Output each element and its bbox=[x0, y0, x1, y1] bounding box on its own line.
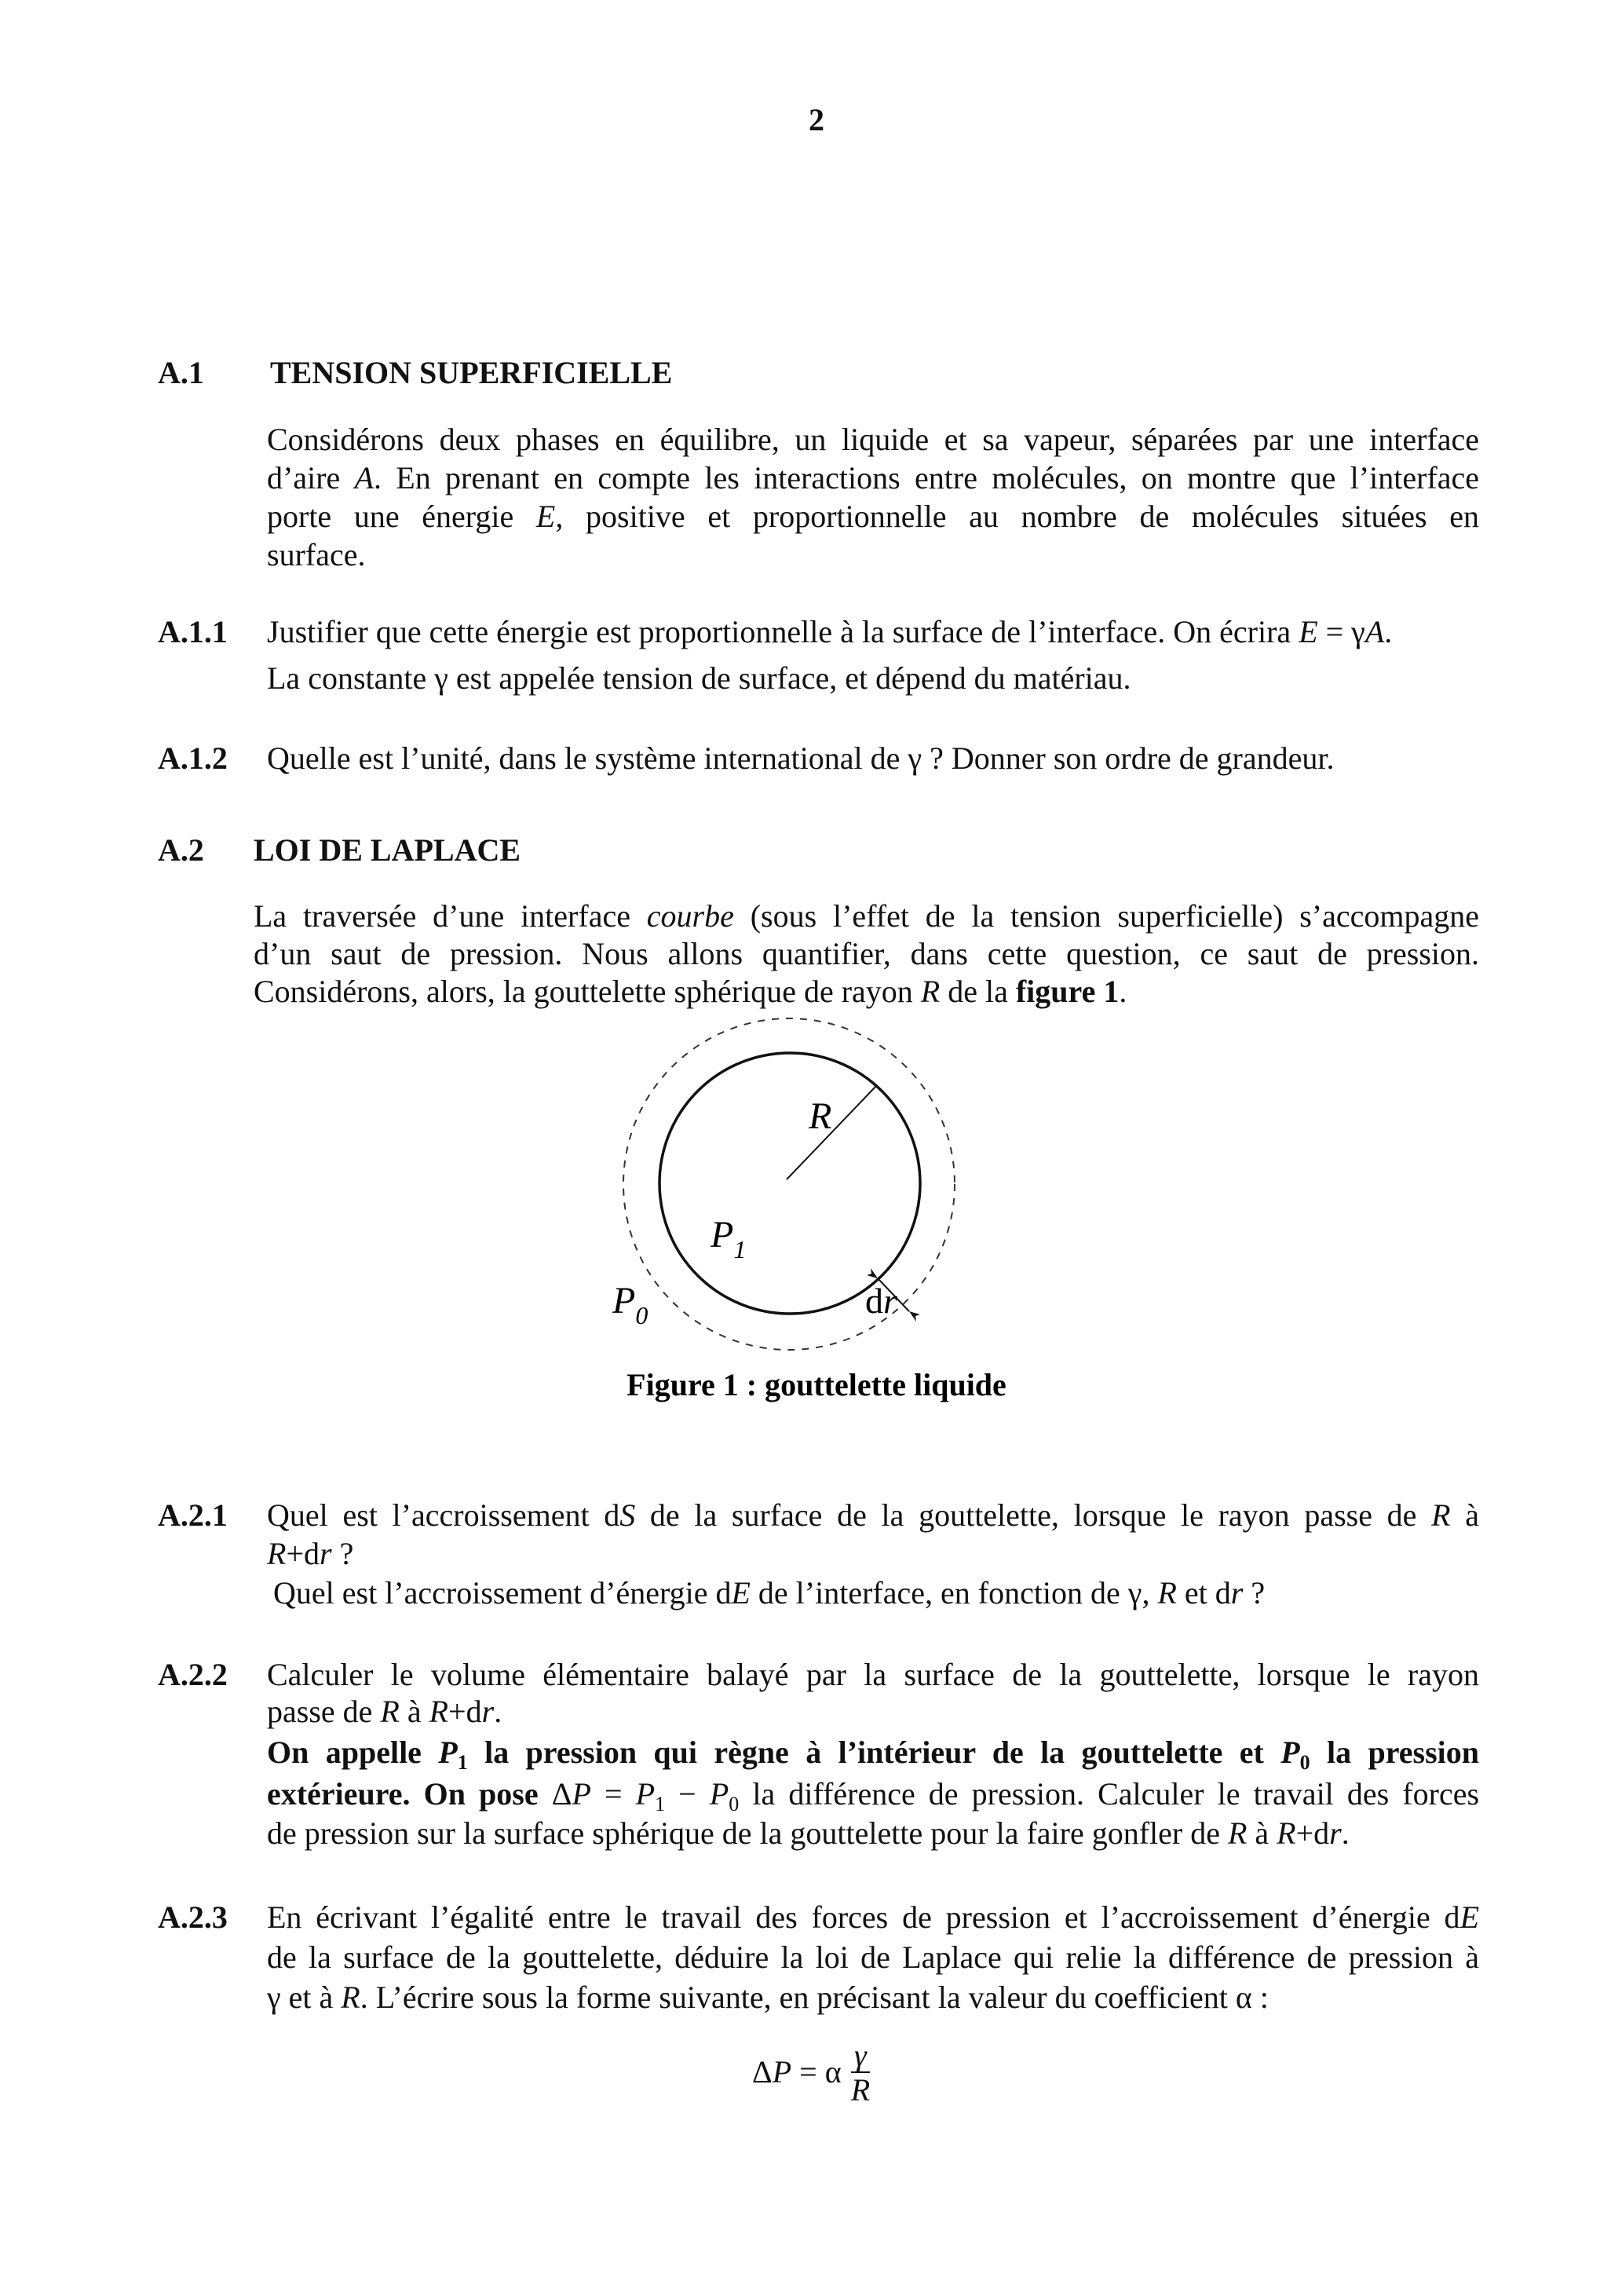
text-run: La constante γ est appelée tension de surface, et dépend du matériau. bbox=[267, 660, 1131, 696]
label-radius: R bbox=[809, 1095, 832, 1137]
text-run: γ et à bbox=[267, 1980, 342, 2015]
label-p1: $P_1$ bbox=[711, 1214, 747, 1263]
text-run: P bbox=[438, 1735, 458, 1770]
text-run: E bbox=[731, 1575, 751, 1610]
text-run: courbe bbox=[646, 898, 734, 934]
text-run: . L’écrire sous la forme suivante, en précisant la valeur du coefficient α : bbox=[360, 1980, 1269, 2015]
text-run: Quel est l’accroissement d bbox=[267, 1497, 620, 1533]
text-run: P bbox=[709, 1776, 729, 1812]
text-run: = bbox=[590, 1776, 636, 1812]
text-run: R bbox=[1157, 1575, 1177, 1610]
text-run: et d bbox=[1176, 1575, 1231, 1610]
dr-arrow-icon bbox=[867, 1268, 878, 1278]
laplace-formula bbox=[752, 2038, 871, 2109]
text-run: E bbox=[1459, 1899, 1479, 1935]
text-run: de pression sur la surface sphérique de la gouttelette pour la faire gonfler de bbox=[267, 1815, 1228, 1851]
question-label-a21: A.2.1 bbox=[158, 1497, 228, 1533]
text-run: En écrivant l’égalité entre le travail des forces de pression et l’accroissement d’énergie d bbox=[267, 1899, 1460, 1935]
text-run: R bbox=[920, 974, 941, 1009]
section-label-a2: A.2 bbox=[158, 832, 204, 868]
text-run: extérieure. On pose bbox=[267, 1776, 552, 1812]
question-line bbox=[267, 1733, 1479, 1771]
dr-arrow-icon bbox=[909, 1311, 920, 1322]
text-run: r bbox=[1230, 1575, 1244, 1610]
text-run: Considérons, alors, la gouttelette sphérique de rayon bbox=[254, 974, 921, 1009]
text-run: Calculer le volume élémentaire balayé par la surface de la gouttelette, lorsque le rayon bbox=[267, 1657, 1479, 1692]
text-run: 1 bbox=[655, 1793, 666, 1813]
text-run: figure 1 bbox=[1015, 974, 1120, 1009]
text-run: R bbox=[267, 1536, 287, 1571]
question-line bbox=[267, 1898, 1479, 1936]
question-label-a23: A.2.3 bbox=[158, 1899, 228, 1935]
formula-fraction bbox=[851, 2040, 870, 2108]
text-run: = γ bbox=[1317, 614, 1365, 649]
question-label-a11: A.1.1 bbox=[158, 614, 228, 649]
text-run: . En prenant en compte les interactions entre molécules, on montre que l’interface bbox=[374, 460, 1479, 495]
formula-delta: Δ bbox=[752, 2054, 773, 2090]
text-run: ? bbox=[1243, 1575, 1266, 1610]
text-run: . bbox=[494, 1694, 502, 1729]
text-run: d’aire bbox=[267, 460, 355, 495]
text-run: 0 bbox=[729, 1793, 740, 1813]
question-line bbox=[267, 1775, 1479, 1813]
text-run: . bbox=[1119, 974, 1127, 1009]
figure-caption: Figure 1 : gouttelette liquide bbox=[627, 1367, 1006, 1402]
formula-denominator: R bbox=[850, 2072, 871, 2108]
text-run: R bbox=[1431, 1497, 1451, 1533]
text-run: E bbox=[1299, 614, 1318, 649]
text-run: r bbox=[1329, 1815, 1342, 1851]
text-run: (sous l’effet de la tension superficielle) s’accompagne bbox=[733, 898, 1479, 934]
text-run: R bbox=[341, 1980, 360, 2015]
page-number: 2 bbox=[809, 102, 824, 137]
text-run: P bbox=[635, 1776, 656, 1812]
text-run: ? bbox=[331, 1536, 354, 1571]
text-run: . bbox=[1384, 614, 1393, 649]
text-run: à bbox=[399, 1694, 429, 1729]
formula-numerator: γ bbox=[851, 2040, 870, 2073]
text-run: porte une énergie bbox=[267, 499, 536, 534]
text-run: +d bbox=[286, 1536, 320, 1571]
text-run: à bbox=[1450, 1497, 1479, 1533]
expanded-radius-dashed-circle bbox=[623, 1018, 955, 1350]
text-run: r bbox=[320, 1536, 332, 1571]
section-title-a2: LOI DE LAPLACE bbox=[254, 832, 521, 868]
text-run: passe de bbox=[267, 1694, 381, 1729]
text-run: La traversée d’une interface bbox=[254, 898, 647, 934]
text-run: à bbox=[1247, 1815, 1277, 1851]
text-run: 0 bbox=[1299, 1751, 1310, 1771]
text-run: S bbox=[619, 1497, 636, 1533]
question-line bbox=[267, 1938, 1479, 1976]
label-dr: dr bbox=[865, 1281, 897, 1321]
text-run: de la surface de la gouttelette, déduire la loi de Laplace qui relie la différence de pression à bbox=[267, 1940, 1479, 1975]
question-line bbox=[267, 1978, 1479, 2016]
text-run: de l’interface, en fonction de γ, bbox=[750, 1575, 1158, 1610]
formula-p: P bbox=[772, 2054, 792, 2090]
text-run: . bbox=[1341, 1815, 1350, 1851]
text-run: P bbox=[1280, 1735, 1300, 1770]
text-run: r bbox=[481, 1694, 495, 1729]
text-run: Justifier que cette énergie est proportionnelle à la surface de l’interface. On écrira bbox=[267, 614, 1299, 649]
text-run: , positive et proportionnelle au nombre de molécules situées en bbox=[555, 499, 1479, 534]
droplet-circle bbox=[659, 1053, 920, 1314]
question-line bbox=[267, 1534, 1479, 1573]
text-run: Quel est l’accroissement d’énergie d bbox=[273, 1575, 732, 1610]
text-run: la pression qui règne à l’intérieur de la gouttelette et bbox=[467, 1735, 1281, 1770]
text-run: Δ bbox=[551, 1776, 572, 1812]
text-run: Considérons deux phases en équilibre, un liquide et sa vapeur, séparées par une interface bbox=[267, 422, 1479, 457]
text-run: E bbox=[535, 499, 556, 534]
text-run: la pression bbox=[1310, 1735, 1479, 1770]
question-line bbox=[273, 1574, 1485, 1612]
text-run: On appelle bbox=[267, 1735, 439, 1770]
text-run: R bbox=[429, 1694, 449, 1729]
text-run: 1 bbox=[457, 1751, 468, 1771]
text-run: d’un saut de pression. Nous allons quantifier, dans cette question, ce saut de pression. bbox=[254, 936, 1479, 971]
text-run: P bbox=[572, 1776, 591, 1812]
text-run: R bbox=[1227, 1815, 1248, 1851]
label-p0: $P_0$ bbox=[612, 1280, 648, 1329]
section-title-a1: TENSION SUPERFICIELLE bbox=[270, 355, 673, 390]
question-line bbox=[267, 1692, 1479, 1731]
text-run: +d bbox=[1295, 1815, 1330, 1851]
text-run: A bbox=[1364, 614, 1385, 649]
text-run: de la bbox=[940, 974, 1016, 1009]
question-label-a22: A.2.2 bbox=[158, 1657, 228, 1692]
formula-alpha: = α bbox=[791, 2054, 842, 2090]
question-label-a12: A.1.2 bbox=[158, 740, 228, 776]
question-line bbox=[267, 1496, 1479, 1534]
text-run: surface. bbox=[267, 537, 366, 572]
text-run: R bbox=[380, 1694, 400, 1729]
text-run: +d bbox=[448, 1694, 482, 1729]
text-run: la différence de pression. Calculer le travail des forces bbox=[739, 1776, 1479, 1812]
question-line bbox=[267, 1655, 1479, 1694]
text-run: Quelle est l’unité, dans le système international de γ ? Donner son ordre de grandeur. bbox=[267, 740, 1335, 776]
text-run: A bbox=[354, 460, 374, 495]
text-run: R bbox=[1277, 1815, 1296, 1851]
text-run: − bbox=[665, 1776, 710, 1812]
question-line bbox=[267, 1814, 1479, 1852]
text-run: de la surface de la gouttelette, lorsque le rayon passe de bbox=[635, 1497, 1432, 1533]
section-label-a1: A.1 bbox=[158, 355, 204, 390]
